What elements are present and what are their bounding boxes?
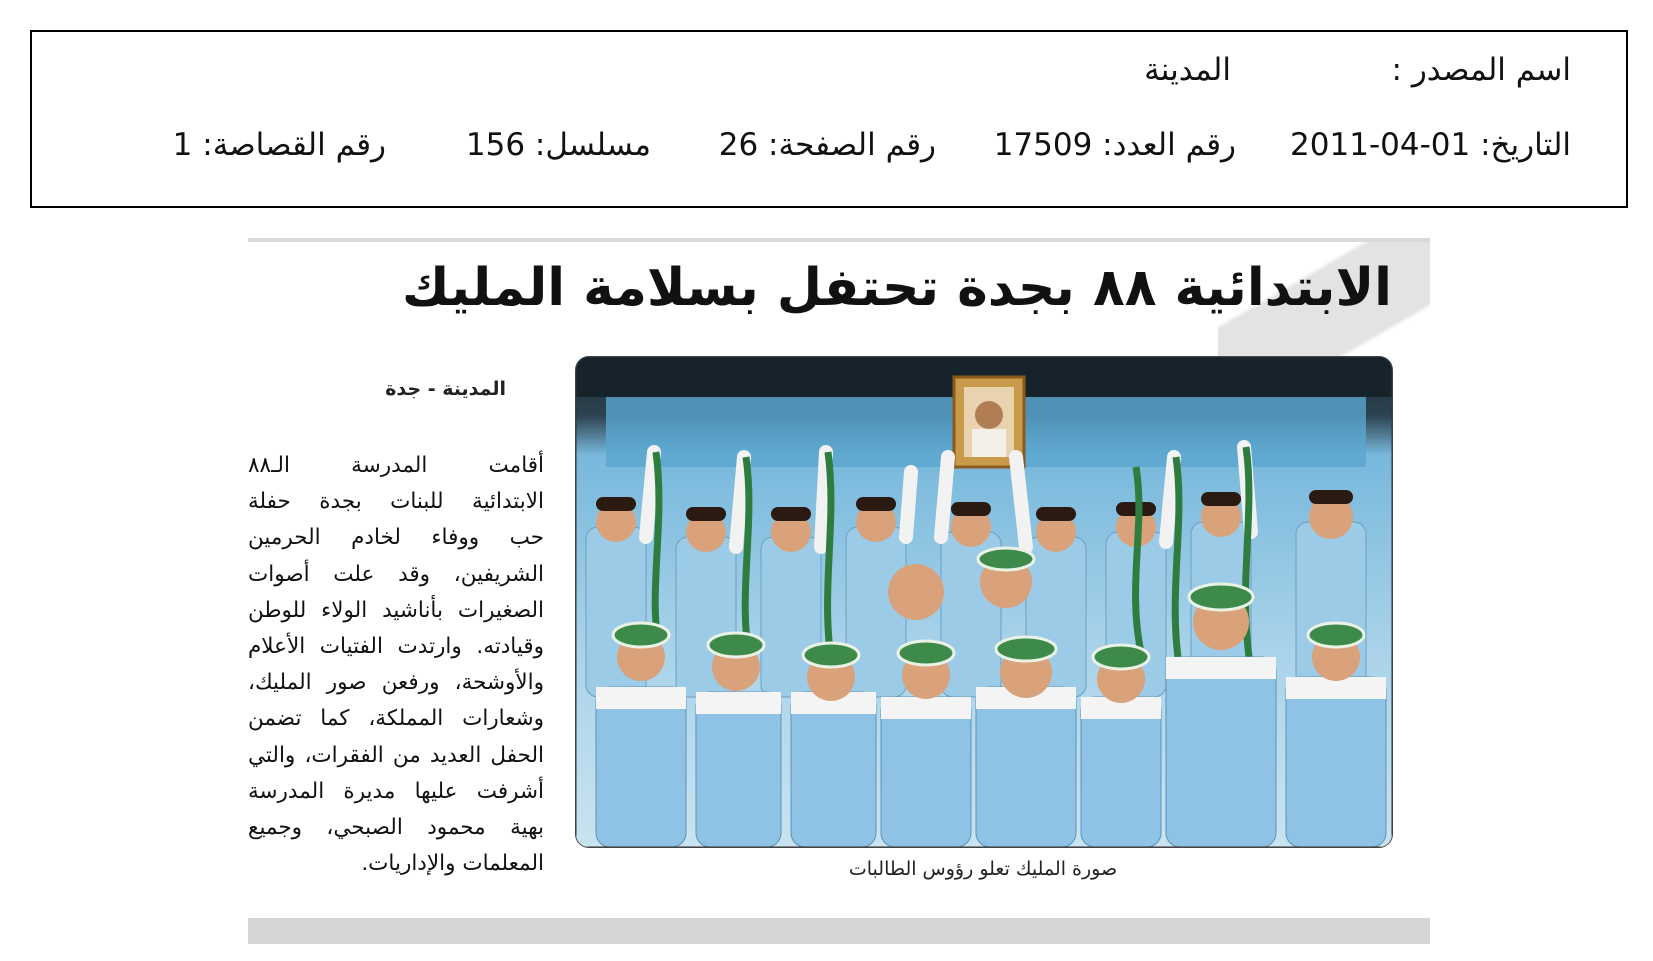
body-line: حب ووفاء لخادم الحرمين bbox=[248, 525, 544, 551]
source-label: اسم المصدر : bbox=[1391, 52, 1571, 88]
bottom-rule bbox=[248, 918, 1430, 944]
clipping-header bbox=[30, 30, 1628, 208]
clip-number-field: رقم القصاصة: 1 bbox=[172, 127, 386, 163]
body-line: الصغيرات بأناشيد الولاء للوطن bbox=[248, 597, 544, 623]
body-line: والأوشحة، ورفعن صور المليك، bbox=[248, 670, 544, 696]
page-number-field: رقم الصفحة: 26 bbox=[718, 127, 936, 163]
date-field: التاريخ: 01-04-2011 bbox=[1290, 127, 1571, 163]
article-photo bbox=[575, 356, 1393, 848]
article-dateline: المدينة - جدة bbox=[385, 378, 506, 400]
body-line: وشعارات المملكة، كما تضمن bbox=[248, 706, 544, 732]
body-line: وقيادته. وارتدت الفتيات الأعلام bbox=[248, 634, 544, 660]
issue-number-field: رقم العدد: 17509 bbox=[993, 127, 1236, 163]
article-body bbox=[248, 448, 544, 882]
header-row-meta bbox=[32, 127, 1626, 167]
source-value: المدينة bbox=[1144, 52, 1231, 88]
body-line: بهية محمود الصبحي، وجميع bbox=[248, 815, 544, 841]
article-headline: الابتدائية ٨٨ بجدة تحتفل بسلامة المليك bbox=[401, 258, 1392, 318]
body-line: الشريفين، وقد علت أصوات bbox=[248, 561, 544, 587]
body-line: المعلمات والإداريات. bbox=[361, 851, 544, 877]
body-line: الابتدائية للبنات بجدة حفلة bbox=[248, 489, 544, 515]
photo-caption: صورة المليك تعلو رؤوس الطالبات bbox=[848, 858, 1118, 880]
body-line: الحفل العديد من الفقرات، والتي bbox=[248, 742, 544, 768]
serial-field: مسلسل: 156 bbox=[465, 127, 651, 163]
body-line: أشرفت عليها مديرة المدرسة bbox=[248, 778, 544, 804]
body-line: أقامت المدرسة الـ٨٨ bbox=[248, 453, 544, 478]
header-row-source bbox=[32, 52, 1626, 92]
photo-illustration bbox=[576, 357, 1392, 847]
